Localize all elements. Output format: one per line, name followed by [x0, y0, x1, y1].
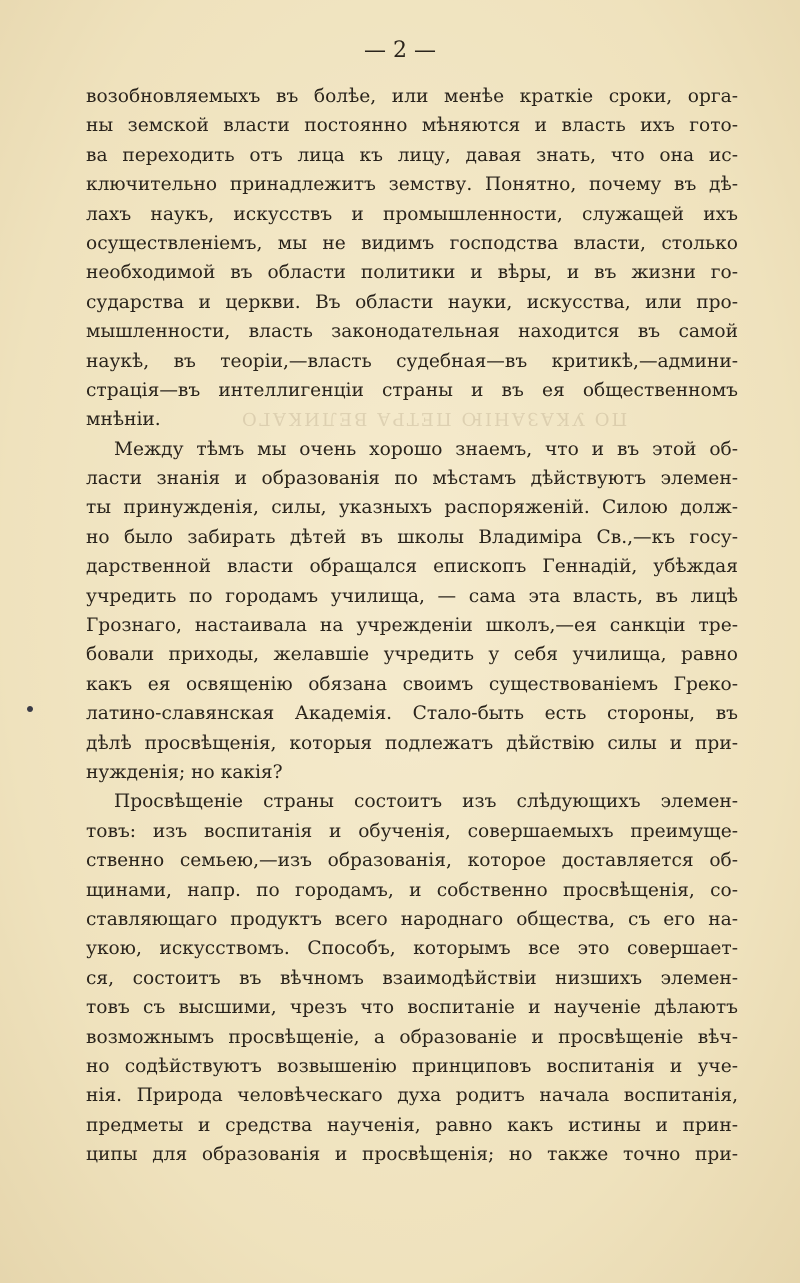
text-line: возможнымъ просвѣщеніе, а образованіе и просвѣщеніе вѣч-: [86, 1026, 738, 1048]
page-number: — 2 —: [364, 38, 436, 63]
text-line: осуществленіемъ, мы не видимъ господства власти, столько: [86, 232, 738, 254]
text-line: ты принужденія, силы, указныхъ распоряженій. Силою долж-: [86, 497, 738, 519]
text-line: ласти знанія и образованія по мѣстамъ дѣйствуютъ элемен-: [86, 468, 738, 490]
text-line: Между тѣмъ мы очень хорошо знаемъ, что и въ этой об-: [114, 438, 738, 460]
ink-spot: [27, 706, 33, 712]
text-line: щинами, напр. по городамъ, и собственно просвѣщенія, со-: [86, 879, 738, 901]
text-line: товъ съ высшими, чрезъ что воспитаніе и наученіе дѣлаютъ: [86, 997, 738, 1019]
text-line: но было забирать дѣтей въ школы Владиміра Св.,—къ госу-: [86, 526, 738, 548]
text-line: ны земской власти постоянно мѣняются и власть ихъ гото-: [86, 115, 738, 137]
text-line: нія. Природа человѣческаго духа родитъ начала воспитанія,: [86, 1085, 738, 1107]
text-line: мышленности, власть законодательная находится въ самой: [86, 321, 738, 343]
text-line: лахъ наукъ, искусствъ и промышленности, служащей ихъ: [86, 203, 738, 225]
text-line: нужденія; но какія?: [86, 761, 283, 783]
text-line: латино-славянская Академія. Стало-быть есть стороны, въ: [86, 703, 738, 725]
text-line: предметы и средства наученія, равно какъ истины и прин-: [86, 1114, 738, 1136]
text-line: мнѣніи.: [86, 409, 161, 431]
body-text: [86, 82, 738, 1169]
text-line: наукѣ, въ теоріи,—власть судебная—въ критикѣ,—админи-: [86, 350, 738, 372]
text-line: но содѣйствуютъ возвышенію принциповъ воспитанія и уче-: [86, 1055, 738, 1077]
text-line: Просвѣщеніе страны состоитъ изъ слѣдующихъ элемен-: [114, 791, 738, 813]
text-line: товъ: изъ воспитанія и обученія, совершаемыхъ преимуще-: [86, 820, 738, 842]
text-line: ся, состоитъ въ вѣчномъ взаимодѣйствіи низшихъ элемен-: [86, 967, 738, 989]
text-line: дѣлѣ просвѣщенія, которыя подлежатъ дѣйствію силы и при-: [86, 732, 738, 754]
text-line: ва переходить отъ лица къ лицу, давая знать, что она ис-: [86, 144, 738, 166]
text-line: ключительно принадлежитъ земству. Понятно, почему въ дѣ-: [86, 174, 738, 196]
text-line: страція—въ интеллигенціи страны и въ ея общественномъ: [86, 379, 738, 401]
text-line: Грознаго, настаивала на учрежденіи школъ,—ея санкціи тре-: [86, 615, 738, 637]
text-line: сударства и церкви. Въ области науки, искусства, или про-: [86, 291, 738, 313]
text-line: ставляющаго продуктъ всего народнаго общества, съ его на-: [86, 908, 738, 930]
text-line: дарственной власти обращался епископъ Геннадій, убѣждая: [86, 556, 738, 578]
text-line: необходимой въ области политики и вѣры, и въ жизни го-: [86, 262, 738, 284]
bleed-through-stamp: ПО УКАЗАНІЮ ПЕТРА ВЕЛИКАГО: [240, 408, 628, 429]
text-line: возобновляемыхъ въ болѣе, или менѣе краткіе сроки, орга-: [86, 86, 738, 107]
text-line: ципы для образованія и просвѣщенія; но также точно при-: [86, 1144, 738, 1166]
text-line: учредить по городамъ училища, — сама эта власть, въ лицѣ: [86, 585, 738, 607]
text-line: бовали приходы, желавшіе учредить у себя училища, равно: [86, 644, 738, 666]
text-line: укою, искусствомъ. Способъ, которымъ все это совершает-: [86, 938, 738, 960]
text-line: ственно семьею,—изъ образованія, которое доставляется об-: [86, 850, 738, 872]
text-line: какъ ея освященію обязана своимъ существованіемъ Греко-: [86, 673, 738, 695]
